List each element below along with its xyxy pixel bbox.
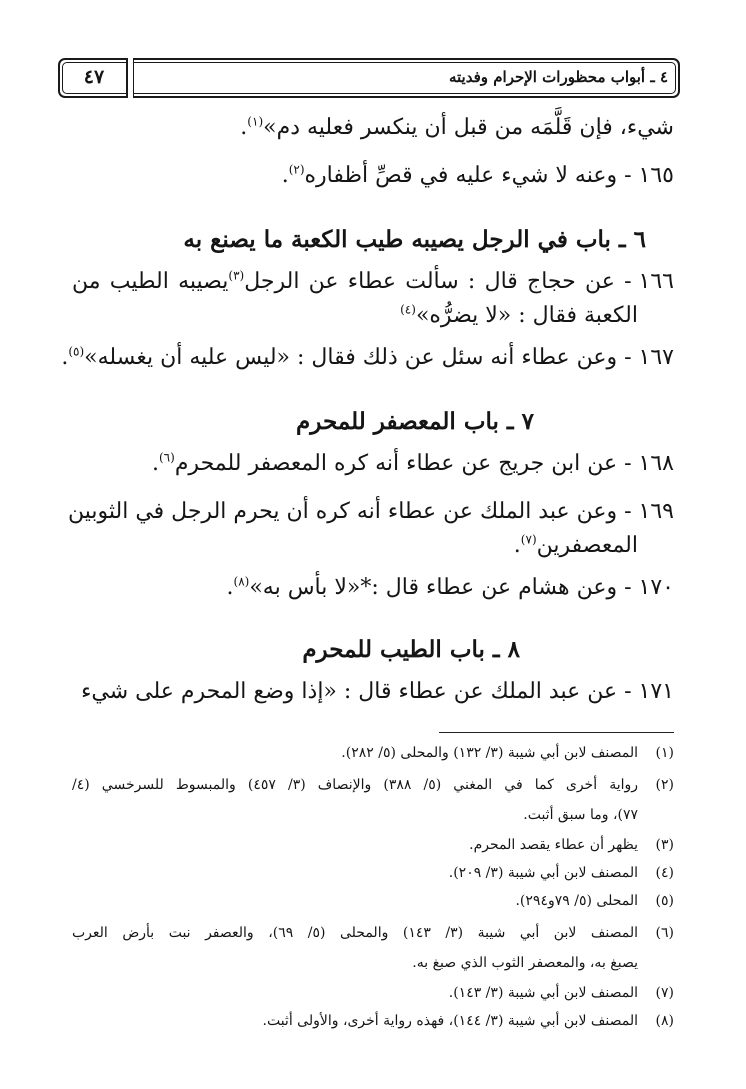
section-heading-6: ٦ ـ باب في الرجل يصيبه طيب الكعبة ما يصنع به xyxy=(183,226,646,253)
footnote-5 xyxy=(515,890,674,912)
paragraph-number: ١٧١ - xyxy=(624,679,674,704)
paragraph-170 xyxy=(227,570,675,606)
footnote-text: المصنف لابن أبي شيبة (٣/ ١٣٢) والمحلى (٥/ ٢٨٢). xyxy=(341,745,638,761)
text: . xyxy=(151,451,159,476)
footnote-number: (٤) xyxy=(655,865,674,881)
paragraph-number: ١٧٠ - xyxy=(624,575,674,600)
footnote-separator xyxy=(439,732,674,733)
footnote-text: المحلى (٥/ ٧٩و٢٩٤). xyxy=(515,893,638,909)
footnote-6 xyxy=(72,922,674,944)
footnote-number: (٦) xyxy=(655,925,674,941)
footnote-text: رواية أخرى كما في المغني (٥/ ٣٨٨) والإنصاف (٣/ ٤٥٧) والمبسوط للسرخسي (٤/ xyxy=(72,777,639,793)
paragraph-number: ١٦٦ - xyxy=(624,269,674,294)
paragraph-167 xyxy=(61,340,674,376)
text: . xyxy=(513,533,521,558)
paragraph-number: ١٦٥ - xyxy=(624,163,674,188)
paragraph-171 xyxy=(81,674,674,710)
section-heading-8: ٨ ـ باب الطيب للمحرم xyxy=(302,636,520,663)
text: عن حجاج قال : سألت عطاء عن الرجل xyxy=(244,269,615,294)
footnote-2-continued: ٧٧)، وما سبق أثبت. xyxy=(523,807,638,823)
text: شيء، فإن قَلَّمَه من قبل أن ينكسر فعليه دم» xyxy=(263,115,674,140)
text: وعن عطاء أنه سئل عن ذلك فقال : «ليس عليه أن يغسله» xyxy=(84,345,618,370)
footnote-ref: (٢) xyxy=(288,162,305,177)
text: يصيبه الطيب من xyxy=(72,269,229,294)
page-number-divider xyxy=(126,58,134,98)
footnote-ref: (٦) xyxy=(158,450,175,465)
text: . xyxy=(226,575,234,600)
footnote-ref: (٧) xyxy=(520,532,537,547)
footnote-text: المصنف لابن أبي شيبة (٣/ ١٤٤)، فهذه رواية أخرى، والأولى أثبت. xyxy=(262,1013,638,1029)
paragraph-number: ١٦٨ - xyxy=(624,451,674,476)
text: وعن عبد الملك عن عطاء أنه كره أن يحرم الرجل في الثوبين xyxy=(68,499,618,524)
footnote-number: (١) xyxy=(655,745,674,761)
page-number: ٤٧ xyxy=(83,66,105,88)
footnote-ref: (١) xyxy=(247,114,264,129)
footnote-number: (٨) xyxy=(655,1013,674,1029)
text: . xyxy=(240,115,248,140)
footnote-ref: (٥) xyxy=(68,344,85,359)
footnote-text: المصنف لابن أبي شيبة (٣/ ١٤٣) والمحلى (٥/ ٦٩)، والعصفر نبت بأرض العرب xyxy=(72,925,638,941)
text: الكعبة فقال : «لا يضرُّه» xyxy=(415,303,638,328)
footnote-1 xyxy=(341,742,674,764)
paragraph-number: ١٦٧ - xyxy=(624,345,674,370)
footnote-number: (٢) xyxy=(655,777,675,793)
paragraph-166 xyxy=(72,264,674,300)
footnote-8 xyxy=(263,1010,675,1032)
paragraph-169 xyxy=(68,494,674,530)
footnote-text: المصنف لابن أبي شيبة (٣/ ٢٠٩). xyxy=(448,865,638,881)
text: المعصفرين xyxy=(536,533,638,558)
footnote-7 xyxy=(449,982,674,1004)
footnote-ref: (٤) xyxy=(400,302,416,317)
running-title: ٤ ـ أبواب محظورات الإحرام وفديته xyxy=(448,68,668,86)
text-line xyxy=(400,298,638,334)
footnote-text: يظهر أن عطاء يقصد المحرم. xyxy=(469,837,638,853)
section-heading-7: ٧ ـ باب المعصفر للمحرم xyxy=(296,408,534,435)
text: عن عبد الملك عن عطاء قال : «إذا وضع المحرم على شيء xyxy=(81,679,618,704)
footnote-4 xyxy=(449,862,674,884)
paragraph-168 xyxy=(152,446,674,482)
footnote-ref: (٣) xyxy=(228,268,245,283)
text: وعنه لا شيء عليه في قصِّ أظفاره xyxy=(304,163,618,188)
text-line xyxy=(240,110,674,146)
paragraph-number: ١٦٩ - xyxy=(624,499,674,524)
footnote-6-continued: يصبغ به، والمعصفر الثوب الذي صبغ به. xyxy=(412,955,638,971)
footnote-number: (٣) xyxy=(655,837,674,853)
text: وعن هشام عن عطاء قال :*«لا بأس به» xyxy=(249,575,618,600)
text: . xyxy=(281,163,289,188)
paragraph-165 xyxy=(282,158,674,194)
text: عن ابن جريج عن عطاء أنه كره المعصفر للمحرم xyxy=(174,451,618,476)
footnote-2 xyxy=(72,774,674,796)
text: . xyxy=(61,345,69,370)
footnote-number: (٥) xyxy=(655,893,674,909)
footnote-number: (٧) xyxy=(655,985,674,1001)
text-line xyxy=(514,528,638,564)
footnote-3 xyxy=(469,834,674,856)
footnote-text: المصنف لابن أبي شيبة (٣/ ١٤٣). xyxy=(448,985,638,1001)
footnote-ref: (٨) xyxy=(233,574,250,589)
